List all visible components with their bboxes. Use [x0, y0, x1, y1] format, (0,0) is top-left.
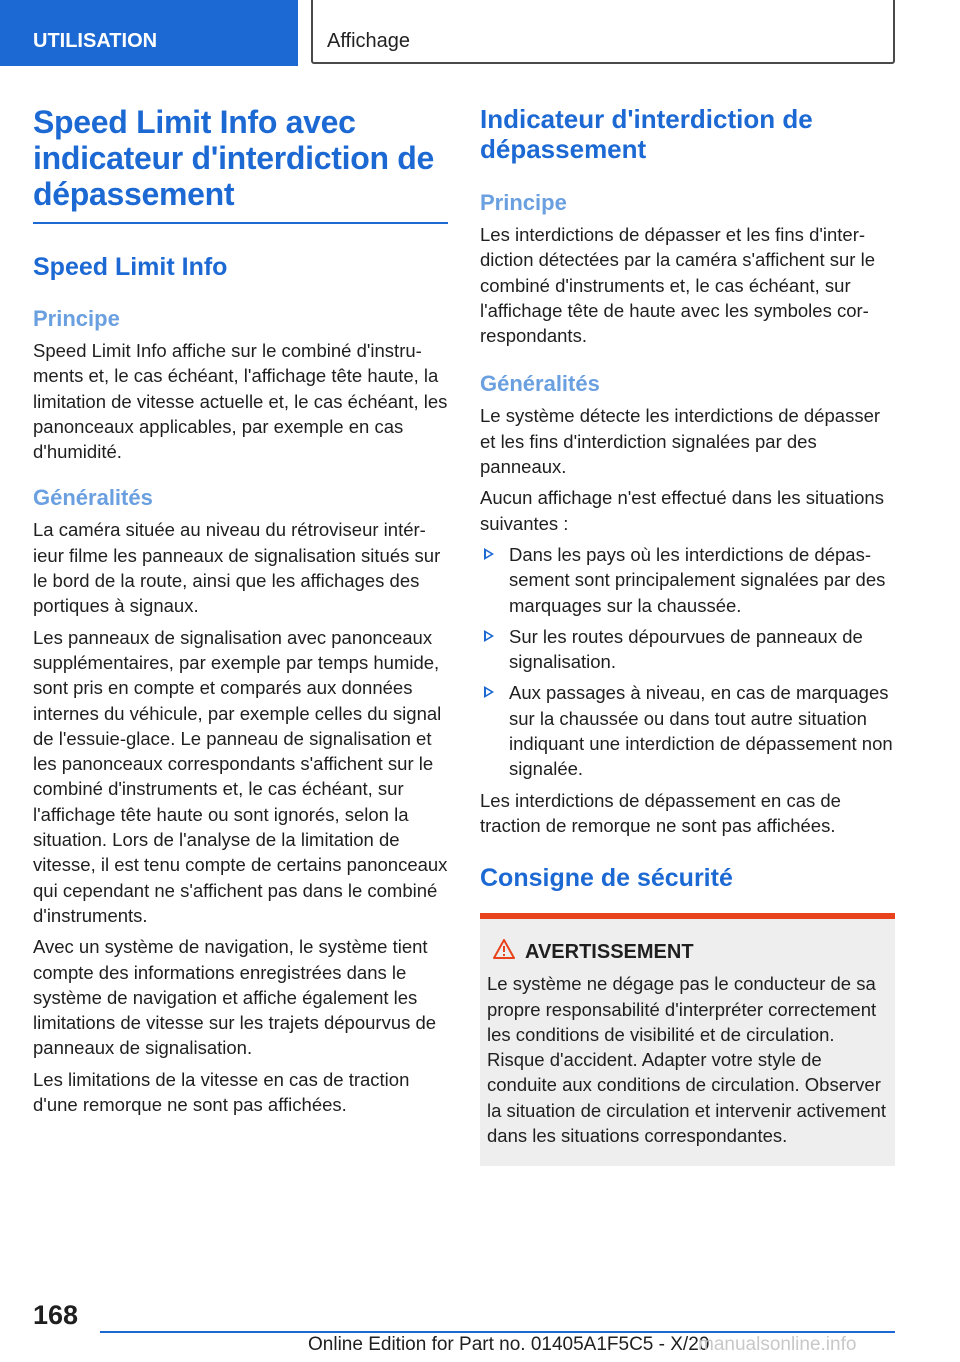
paragraph: La caméra située au niveau du rétroviseur intérieur filme les panneaux de signalisation situés sur le bord de la route, ainsi que les affichages des portiques à signaux. [33, 519, 441, 617]
triangle-bullet-icon [484, 686, 494, 698]
principe-heading-right: Principe [480, 190, 567, 215]
situation-list [480, 542, 895, 782]
principe-text-right: Les interdictions de dépasser et les fins d'interdiction détectées par la caméra s'affichent sur le combiné d'instruments et, le cas échéant, sur l'affichage tête de haute avec les symboles correspondants. [480, 224, 875, 347]
list-item: Dans les pays où les interdictions de dépassement sont principalement signalées par des marquages sur la chaussée. [480, 542, 895, 618]
list-item: Aux passages à niveau, en cas de marquages sur la chaussée ou dans tout autre situation indiquant une interdiction de dépassement non signalée. [480, 680, 895, 781]
speed-limit-heading: Speed Limit Info [33, 253, 228, 281]
warning-label: AVERTISSEMENT [525, 941, 694, 964]
generalites-heading-right: Généralités [480, 371, 600, 397]
warning-triangle-icon [493, 939, 515, 959]
warning-text: Le système ne dégage pas le conducteur de sa propre responsabilité d'interpréter correctement les conditions de visibilité et de circulation. Risque d'accident. Adapter votre style de conduite aux conditions de circulation. Observer la situation de circulation et intervenir activement dans les situations correspondantes. [487, 973, 886, 1147]
overtaking-heading: Indicateur d'interdiction de dépassement [480, 104, 813, 164]
right-column [480, 104, 895, 1166]
topic-tab: Affichage [311, 0, 895, 64]
principe-heading-left: Principe [33, 306, 120, 331]
paragraph: Les interdictions de dépassement en cas de traction de remorque ne sont pas affichées. [480, 789, 841, 836]
page-title: Speed Limit Info avec indicateur d'interdiction de dépassement [33, 104, 435, 212]
footer-rule [100, 1331, 895, 1333]
page-header [0, 0, 960, 66]
triangle-bullet-icon [484, 548, 494, 560]
safety-heading: Consigne de sécurité [480, 864, 733, 893]
list-item: Sur les routes dépourvues de panneaux de signalisation. [480, 624, 895, 675]
title-rule [33, 222, 448, 224]
section-tab: UTILISATION [0, 0, 298, 66]
left-column [33, 104, 448, 1117]
paragraph: Les panneaux de signalisation avec panonceaux supplémentaires, par exemple par temps humide, sont pris en compte et comparés aux données internes du véhicule, par exemple celles du signal de l'essuie-glace. Le panneau de signalisation et les panonceaux correspondants s'affichent sur le combiné d'instruments et, le cas échéant, sur l'affichage tête haute ou sont ignorés, selon la situation. Lors de l'analyse de la limitation de vitesse, il est tenu compte de certains panonceaux qui cependant ne s'affichent pas dans le combiné d'instruments. [33, 626, 448, 926]
watermark: manualsonline.info [698, 1334, 857, 1355]
generalites-heading-left: Généralités [33, 485, 153, 511]
warning-title [487, 939, 888, 965]
paragraph: Les limitations de la vitesse en cas de traction d'une remorque ne sont pas affichées. [33, 1068, 410, 1116]
page-number: 168 [33, 1300, 79, 1330]
warning-box [480, 913, 895, 1166]
paragraph: Avec un système de navigation, le système tient compte des informations enregistrées dans le système de navigation et affiche également les limitations de vitesse sur les trajets dépourvus de panneaux de signalisation. [33, 936, 437, 1059]
triangle-bullet-icon [484, 630, 494, 642]
paragraph: Le système détecte les interdictions de dépasser et les fins d'interdiction signalées par des panneaux. [480, 405, 881, 478]
edition-text: Online Edition for Part no. 01405A1F5C5 - X/20 [308, 1334, 710, 1355]
paragraph: Aucun affichage n'est effectué dans les situations suivantes : [480, 487, 884, 534]
principe-text-left: Speed Limit Info affiche sur le combiné d'instruments et, le cas échéant, l'affichage tête haute, la limitation de vitesse actuelle et, le cas échéant, les panonceaux applicables, par exemple en cas d'humidité. [33, 340, 448, 463]
